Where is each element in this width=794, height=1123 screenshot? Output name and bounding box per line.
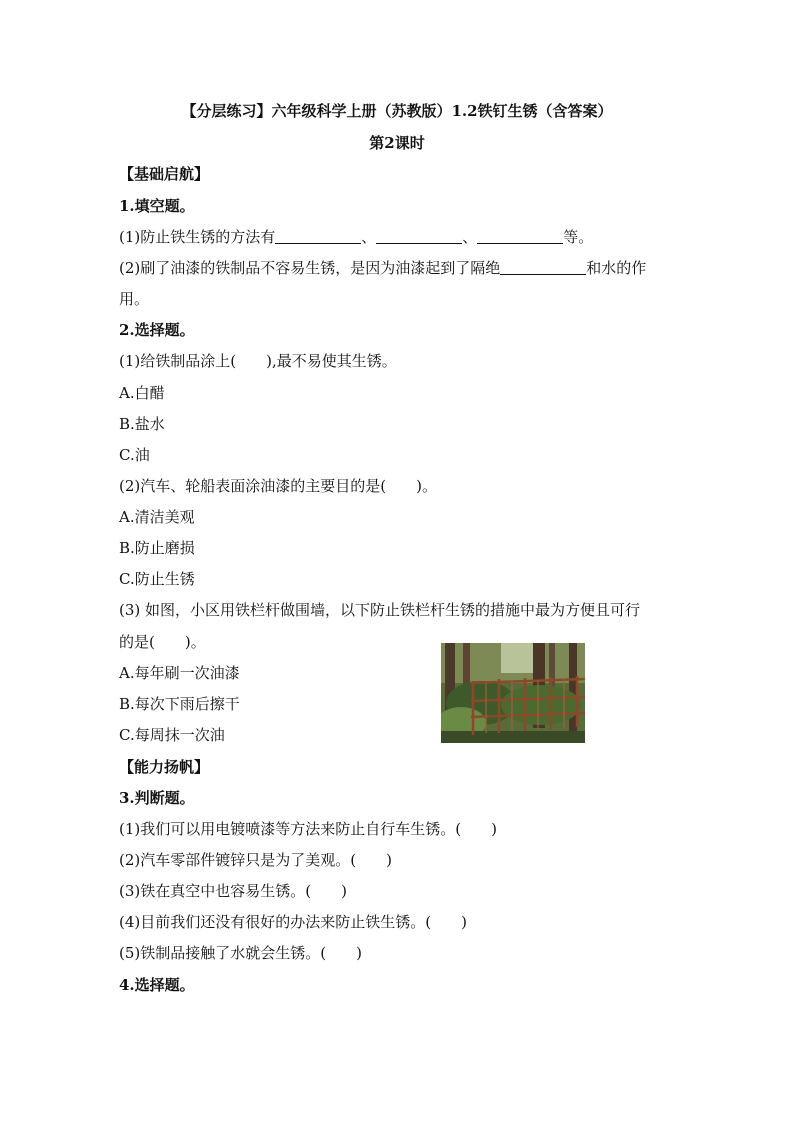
option-a[interactable]: A.白醋 — [119, 384, 165, 402]
answer-blank[interactable] — [500, 260, 586, 275]
option-a[interactable]: A.每年刷一次油漆 — [119, 664, 240, 682]
option-b[interactable]: B.每次下雨后擦干 — [119, 695, 240, 713]
q1-item-2-suffix: 和水的作 — [586, 259, 647, 277]
section-ability: 【能力扬帆】 — [119, 758, 210, 776]
option-c[interactable]: C.油 — [119, 446, 150, 464]
q2-heading: 2.选择题。 — [119, 321, 195, 339]
q3-item[interactable]: (3)铁在真空中也容易生锈。( ) — [119, 882, 347, 900]
q1-item-1-suffix: 等。 — [563, 228, 594, 246]
q2-sub2: (2)汽车、轮船表面涂油漆的主要目的是( )。 — [119, 477, 437, 495]
answer-blank[interactable] — [376, 229, 462, 244]
q1-item-2 — [119, 258, 646, 278]
q1-heading: 1.填空题。 — [119, 197, 195, 215]
option-c[interactable]: C.防止生锈 — [119, 570, 195, 588]
page-subtitle: 第2课时 — [369, 134, 425, 152]
q4-heading: 4.选择题。 — [119, 976, 195, 994]
q1-item-2-continued: 用。 — [119, 290, 150, 308]
answer-blank[interactable] — [477, 229, 563, 244]
page-title: 【分层练习】六年级科学上册（苏教版）1.2铁钉生锈（含答案） — [181, 102, 613, 120]
option-a[interactable]: A.清洁美观 — [119, 508, 195, 526]
section-basic: 【基础启航】 — [119, 165, 210, 183]
q3-item[interactable]: (1)我们可以用电镀喷漆等方法来防止自行车生锈。( ) — [119, 820, 497, 838]
q3-item[interactable]: (2)汽车零部件镀锌只是为了美观。( ) — [119, 851, 392, 869]
q1-item-1 — [119, 227, 593, 247]
option-b[interactable]: B.盐水 — [119, 415, 165, 433]
option-c[interactable]: C.每周抹一次油 — [119, 726, 225, 744]
q1-item-1-prefix: (1)防止铁生锈的方法有 — [119, 228, 276, 246]
q3-item[interactable]: (4)目前我们还没有很好的办法来防止铁生锈。( ) — [119, 913, 467, 931]
option-b[interactable]: B.防止磨损 — [119, 539, 195, 557]
q3-heading: 3.判断题。 — [119, 789, 195, 807]
q3-item[interactable]: (5)铁制品接触了水就会生锈。( ) — [119, 944, 362, 962]
separator: 、 — [462, 228, 478, 246]
q2-sub3-line1: (3) 如图，小区用铁栏杆做围墙，以下防止铁栏杆生锈的措施中最为方便且可行 — [119, 601, 641, 619]
q2-sub3-line2: 的是( )。 — [119, 633, 206, 651]
q1-item-2-prefix: (2)刷了油漆的铁制品不容易生锈，是因为油漆起到了隔绝 — [119, 259, 501, 277]
answer-blank[interactable] — [275, 229, 361, 244]
separator: 、 — [361, 228, 377, 246]
q2-sub1: (1)给铁制品涂上( ),最不易使其生锈。 — [119, 352, 397, 370]
iron-fence-photo — [441, 643, 585, 743]
